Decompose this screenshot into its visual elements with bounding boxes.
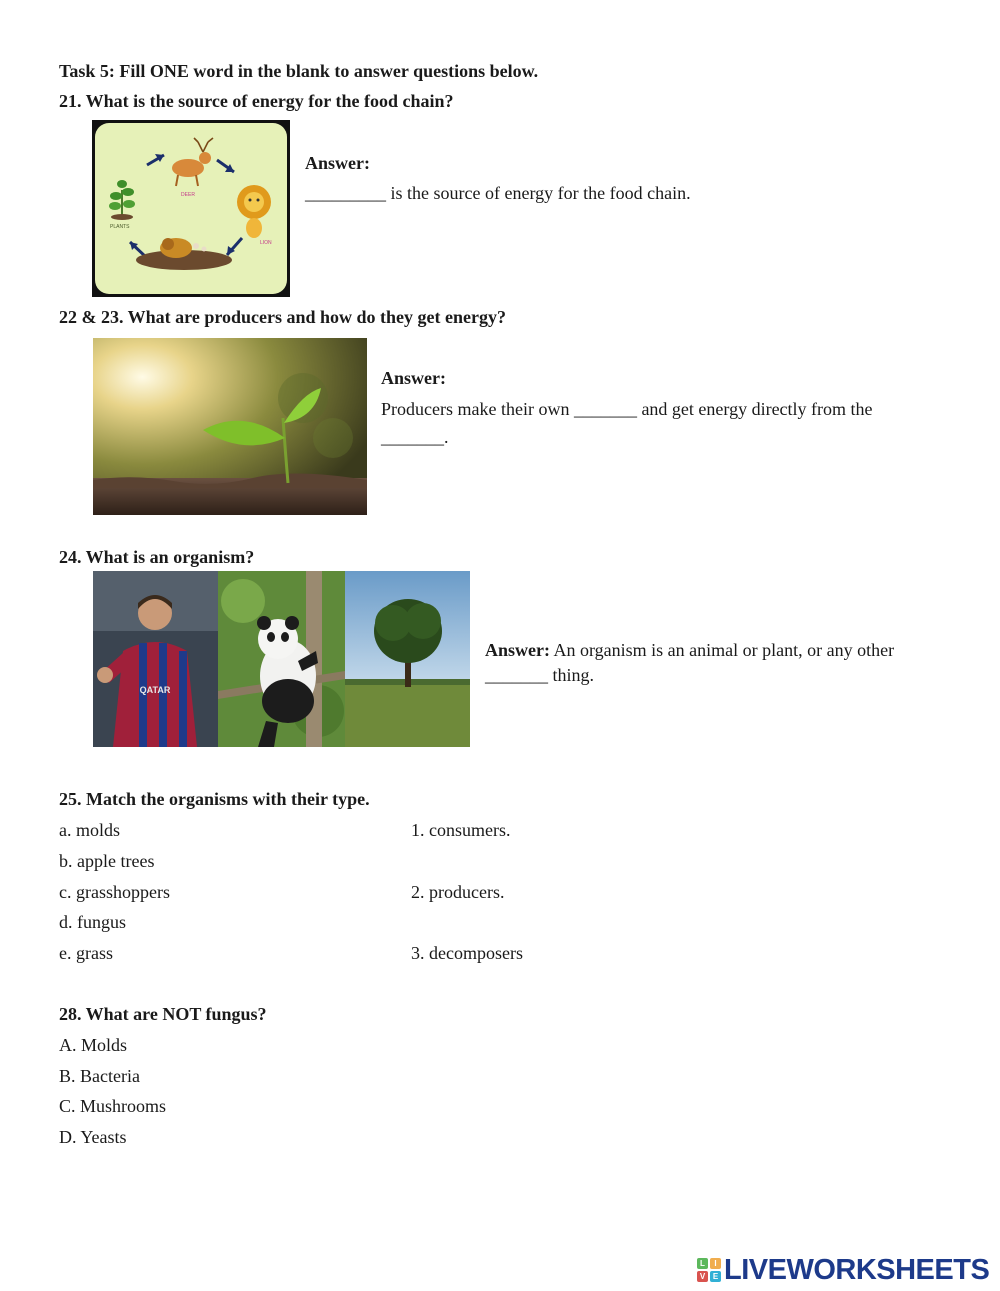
lion-label: LION [260, 240, 272, 246]
logo-letter: V [697, 1271, 708, 1282]
option-b: B. Bacteria [59, 1066, 140, 1086]
jersey-text: QATAR [139, 685, 171, 695]
q21-answer-text: _________ is the source of energy for the food chain. [305, 183, 691, 203]
question-22-23: 22 & 23. What are producers and how do they get energy? [59, 307, 506, 327]
question-28: 28. What are NOT fungus? [59, 1004, 267, 1024]
question-25: 25. Match the organisms with their type. [59, 789, 370, 809]
seedling-image [93, 338, 367, 515]
match-left-item: c. grasshoppers [59, 882, 170, 902]
q24-answer-line2: _______ thing. [485, 665, 595, 685]
option-d: D. Yeasts [59, 1127, 127, 1147]
plants-label: PLANTS [110, 224, 130, 230]
q22-answer-label: Answer: [381, 368, 446, 388]
option-a: A. Molds [59, 1035, 128, 1055]
q22-answer-line1: Producers make their own _______ and get energy directly from the [381, 399, 873, 419]
logo-letter: L [697, 1258, 708, 1269]
q22-answer-line2: _______. [381, 427, 449, 447]
logo-letter: I [710, 1258, 721, 1269]
liveworksheets-logo[interactable] [697, 1255, 989, 1285]
question-24: 24. What is an organism? [59, 547, 255, 567]
q24-answer-line1 [485, 638, 894, 662]
option-c: C. Mushrooms [59, 1096, 167, 1116]
footballer-image [93, 571, 218, 747]
q24-answer-text: An organism is an animal or plant, or any other [550, 640, 895, 660]
question-21: 21. What is the source of energy for the food chain? [59, 91, 454, 111]
match-left-item: a. molds [59, 820, 120, 840]
logo-blocks-icon [697, 1258, 721, 1282]
panda-image [218, 571, 345, 747]
q24-answer-label: Answer: [485, 640, 550, 660]
deer-label: DEER [181, 192, 195, 198]
match-right-item: 1. consumers. [411, 820, 511, 840]
food-chain-image [92, 120, 290, 297]
logo-letter: E [710, 1271, 721, 1282]
match-right-item: 2. producers. [411, 882, 505, 902]
logo-text: LIVEWORKSHEETS [724, 1253, 990, 1286]
task-heading: Task 5: Fill ONE word in the blank to answer questions below. [59, 61, 539, 81]
tree-image [345, 571, 470, 747]
match-right-item: 3. decomposers [411, 943, 523, 963]
q21-answer-label: Answer: [305, 153, 370, 173]
match-left-item: e. grass [59, 943, 113, 963]
match-left-item: b. apple trees [59, 851, 155, 871]
match-left-item: d. fungus [59, 912, 126, 932]
